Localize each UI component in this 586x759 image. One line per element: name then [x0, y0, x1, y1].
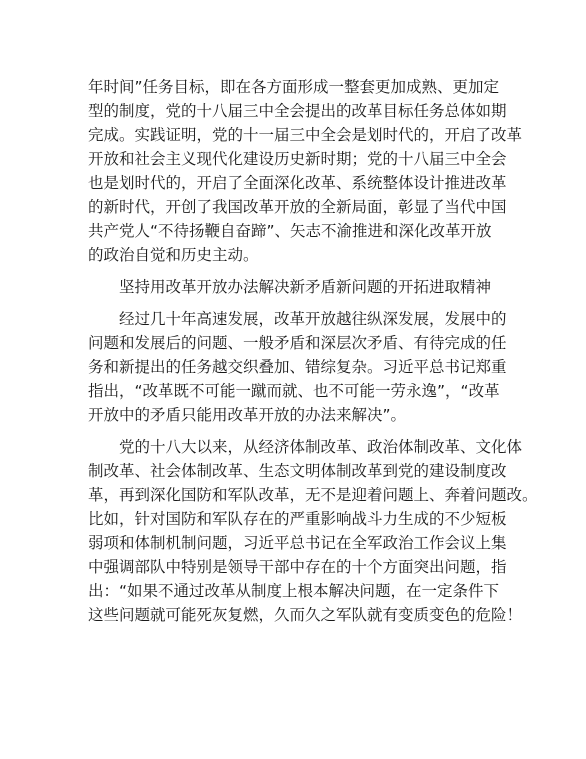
text-line: 制改革、社会体制改革、生态文明体制改革到党的建设制度改 — [88, 462, 507, 480]
text-line: 党的十八大以来，从经济体制改革、政治体制改革、文化体 — [119, 438, 523, 456]
text-line: 经过几十年高速发展，改革开放越往纵深发展，发展中的 — [119, 310, 507, 328]
text-line: 革，再到深化国防和军队改革，无不是迎着问题上、奔着问题改。 — [88, 486, 538, 504]
section-heading-text: 坚持用改革开放办法解决新矛盾新问题的开拓进取精神 — [119, 278, 492, 296]
document-body — [88, 75, 538, 627]
text-line: 务和新提出的任务越交织叠加、错综复杂。习近平总书记郑重 — [88, 358, 507, 376]
text-line: 完成。实践证明，党的十一届三中全会是划时代的，开启了改革 — [88, 126, 523, 144]
text-line: 指出，“改革既不可能一蹴而就、也不可能一劳永逸”，“改革 — [88, 382, 500, 400]
paragraph-3 — [88, 435, 538, 627]
text-line: 中强调部队中特别是领导干部中存在的十个方面突出问题，指 — [88, 558, 507, 576]
text-line: 开放和社会主义现代化建设历史新时期；党的十八届三中全会 — [88, 150, 507, 168]
text-line: 开放中的矛盾只能用改革开放的办法来解决”。 — [88, 406, 407, 424]
text-line: 比如，针对国防和军队存在的严重影响战斗力生成的不少短板 — [88, 510, 507, 528]
text-line: 年时间”任务目标，即在各方面形成一整套更加成熟、更加定 — [88, 78, 500, 96]
text-line: 型的制度，党的十八届三中全会提出的改革目标任务总体如期 — [88, 102, 507, 120]
text-line: 弱项和体制机制问题，习近平总书记在全军政治工作会议上集 — [88, 534, 507, 552]
paragraph-1 — [88, 75, 523, 267]
text-line: 问题和发展后的问题、一般矛盾和深层次矛盾、有待完成的任 — [88, 334, 507, 352]
text-line: 出：“如果不通过改革从制度上根本解决问题，在一定条件下 — [88, 582, 500, 600]
text-line: 共产党人“不待扬鞭自奋蹄”、矢志不渝推进和深化改革开放 — [88, 222, 492, 240]
text-line: 这些问题就可能死灰复燃，久而久之军队就有变质变色的危险！ — [88, 606, 523, 624]
section-heading — [88, 275, 518, 299]
text-line: 的新时代，开创了我国改革开放的全新局面，彰显了当代中国 — [88, 198, 507, 216]
text-line: 的政治自觉和历史主动。 — [88, 246, 259, 264]
text-line: 也是划时代的，开启了全面深化改革、系统整体设计推进改革 — [88, 174, 507, 192]
paragraph-2 — [88, 307, 518, 427]
